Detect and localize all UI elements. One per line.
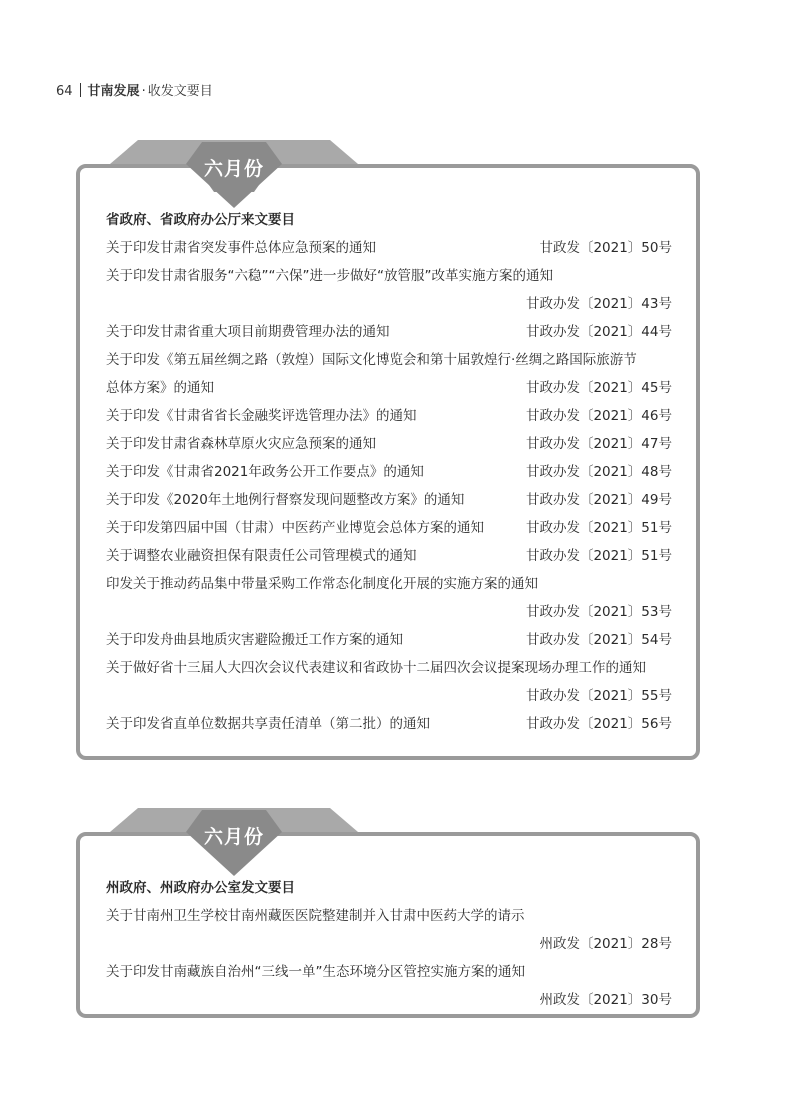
running-header <box>56 80 213 99</box>
list-item <box>106 682 672 710</box>
list-item <box>106 570 672 598</box>
list-item <box>106 542 672 570</box>
item-doc-number: 甘政办发〔2021〕43号 <box>525 296 672 312</box>
month-tab <box>110 808 358 878</box>
publication-title: 甘南发展 <box>87 84 140 99</box>
list-item <box>106 402 672 430</box>
item-title: 关于印发《第五届丝绸之路（敦煌）国际文化博览会和第十届敦煌行·丝绸之路国际旅游节 <box>106 352 637 368</box>
item-doc-number: 甘政办发〔2021〕54号 <box>525 632 672 648</box>
item-title: 关于做好省十三届人大四次会议代表建议和省政协十二届四次会议提案现场办理工作的通知 <box>106 660 646 676</box>
item-title: 关于印发甘肃省重大项目前期费管理办法的通知 <box>106 324 390 340</box>
section-content <box>106 874 672 1014</box>
list-item <box>106 458 672 486</box>
item-title: 关于印发第四届中国（甘肃）中医药产业博览会总体方案的通知 <box>106 520 484 536</box>
item-doc-number: 甘政办发〔2021〕44号 <box>525 324 672 340</box>
item-doc-number: 甘政办发〔2021〕47号 <box>525 436 672 452</box>
item-title: 总体方案》的通知 <box>106 380 214 396</box>
item-doc-number: 甘政办发〔2021〕48号 <box>525 464 672 480</box>
item-doc-number: 州政发〔2021〕30号 <box>539 992 672 1008</box>
list-item <box>106 902 672 930</box>
list-item <box>106 654 672 682</box>
month-tab <box>110 140 358 210</box>
item-title: 关于印发《甘肃省2021年政务公开工作要点》的通知 <box>106 464 424 480</box>
list-item <box>106 930 672 958</box>
list-item <box>106 486 672 514</box>
item-doc-number: 甘政办发〔2021〕46号 <box>525 408 672 424</box>
item-doc-number: 甘政办发〔2021〕51号 <box>525 548 672 564</box>
item-doc-number: 甘政办发〔2021〕56号 <box>525 716 672 732</box>
list-item <box>106 514 672 542</box>
list-item <box>106 430 672 458</box>
item-title: 关于印发甘肃省森林草原火灾应急预案的通知 <box>106 436 376 452</box>
item-title: 印发关于推动药品集中带量采购工作常态化制度化开展的实施方案的通知 <box>106 576 538 592</box>
page-number: 64 <box>56 84 73 99</box>
section-heading: 州政府、州政府办公室发文要目 <box>106 880 295 896</box>
list-item <box>106 262 672 290</box>
item-title: 关于印发省直单位数据共享责任清单（第二批）的通知 <box>106 716 430 732</box>
section-heading: 省政府、省政府办公厅来文要目 <box>106 212 295 228</box>
section-june-provincial <box>76 140 700 760</box>
item-title: 关于印发甘肃省突发事件总体应急预案的通知 <box>106 240 376 256</box>
item-doc-number: 州政发〔2021〕28号 <box>539 936 672 952</box>
list-item <box>106 598 672 626</box>
header-divider <box>80 83 81 97</box>
list-item <box>106 234 672 262</box>
list-item <box>106 346 672 374</box>
list-item <box>106 374 672 402</box>
item-title: 关于印发舟曲县地质灾害避险搬迁工作方案的通知 <box>106 632 403 648</box>
tab-label: 六月份 <box>203 826 264 848</box>
item-doc-number: 甘政办发〔2021〕51号 <box>525 520 672 536</box>
item-title: 关于甘南州卫生学校甘南州藏医医院整建制并入甘肃中医药大学的请示 <box>106 908 525 924</box>
list-item <box>106 710 672 738</box>
item-title: 关于调整农业融资担保有限责任公司管理模式的通知 <box>106 548 417 564</box>
section-june-prefecture <box>76 808 700 1018</box>
list-item <box>106 318 672 346</box>
item-doc-number: 甘政办发〔2021〕53号 <box>525 604 672 620</box>
item-title: 关于印发《甘肃省省长金融奖评选管理办法》的通知 <box>106 408 417 424</box>
item-doc-number: 甘政办发〔2021〕49号 <box>525 492 672 508</box>
item-title: 关于印发甘肃省服务“六稳”“六保”进一步做好“放管服”改革实施方案的通知 <box>106 268 553 284</box>
list-item <box>106 290 672 318</box>
item-doc-number: 甘政发〔2021〕50号 <box>539 240 672 256</box>
list-item <box>106 626 672 654</box>
tab-label: 六月份 <box>203 158 264 180</box>
list-item <box>106 986 672 1014</box>
section-content <box>106 206 672 738</box>
item-title: 关于印发《2020年土地例行督察发现问题整改方案》的通知 <box>106 492 465 508</box>
section-subtitle: 收发文要目 <box>147 84 213 99</box>
title-separator: · <box>141 84 146 99</box>
item-title: 关于印发甘南藏族自治州“三线一单”生态环境分区管控实施方案的通知 <box>106 964 525 980</box>
item-doc-number: 甘政办发〔2021〕55号 <box>525 688 672 704</box>
list-item <box>106 958 672 986</box>
item-doc-number: 甘政办发〔2021〕45号 <box>525 380 672 396</box>
